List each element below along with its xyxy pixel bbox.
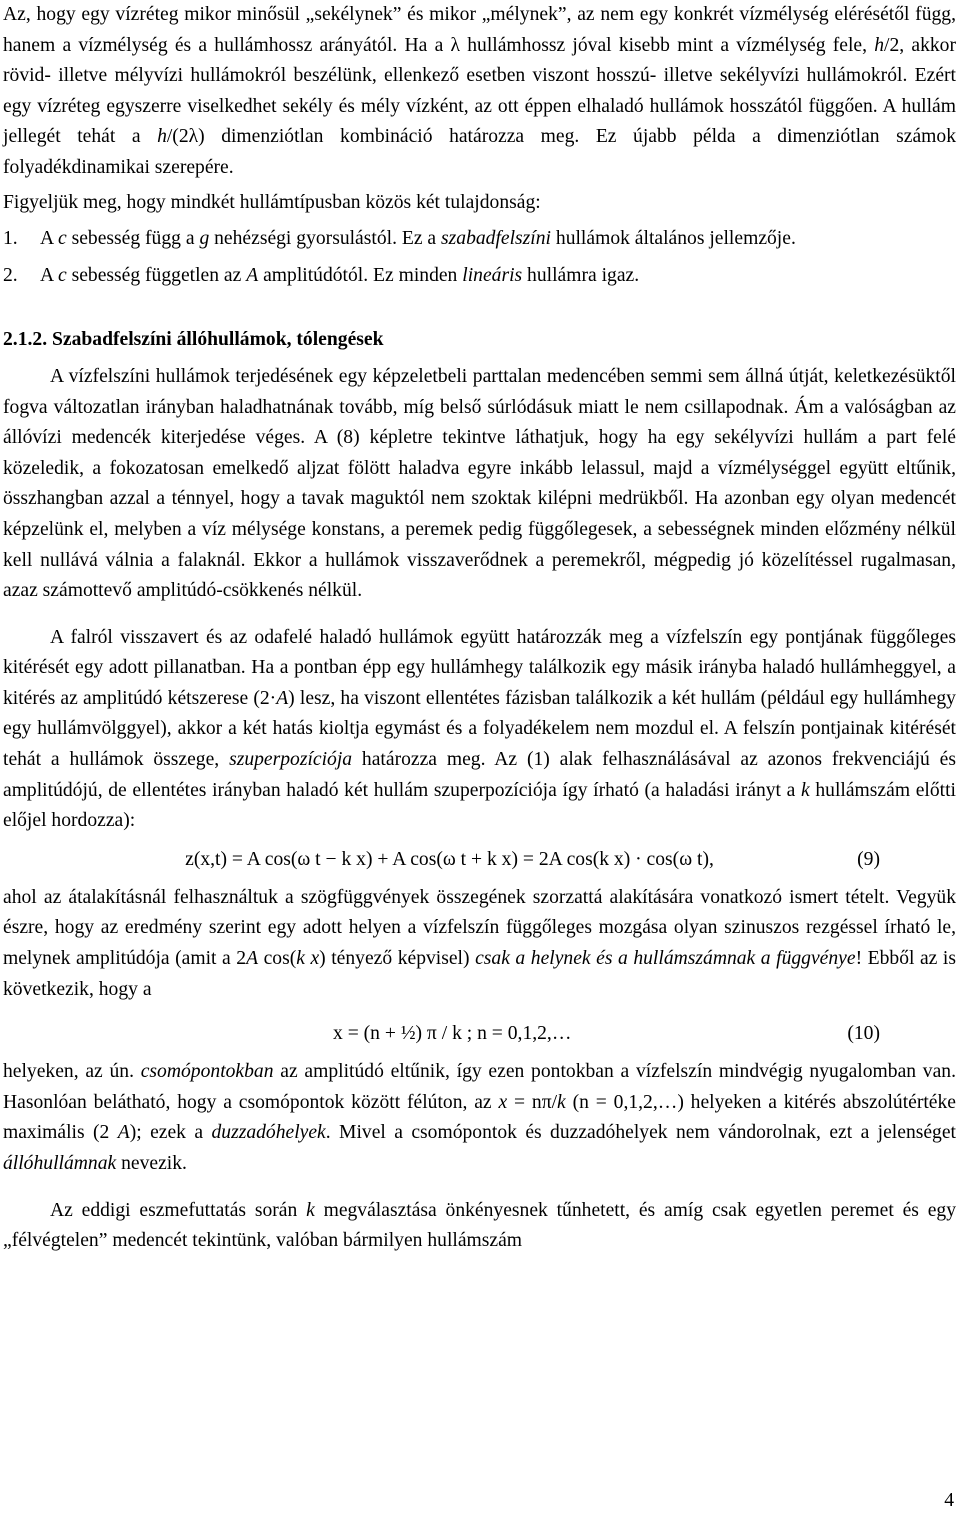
text-run: helyeken, az ún. bbox=[3, 1061, 141, 1083]
paragraph-2 bbox=[3, 623, 956, 837]
text-run: = nπ/ bbox=[507, 1091, 558, 1113]
emphasis: lineáris bbox=[462, 264, 523, 286]
var-kx: k x bbox=[296, 948, 320, 970]
section-heading: 2.1.2. Szabadfelszíni állóhullámok, tólengések bbox=[3, 329, 384, 351]
text-run: /2, akkor rövid- illetve mélyvízi hullámokról beszélünk, ellenkező esetben viszont hosszú- illetve sekélyvízi hullámokról. Ezért egy vízréteg egyszerre viselkedhet sekély és mély vízként, az ott éppen elhaladó hullámok hosszától függően. A hullám jellegét tehát a bbox=[3, 34, 956, 148]
var-k: k bbox=[801, 779, 810, 801]
var-A: A bbox=[246, 948, 259, 970]
text-run: Az, hogy egy vízréteg mikor minősül „sekélynek” és mikor „mélynek”, az nem egy konkrét vízmélység elérésétől függ, hanem a vízmélység és a hullámhossz arányától. Ha a λ hullámhossz jóval kisebb mint a vízmélység fele, bbox=[3, 4, 956, 56]
var-A: A bbox=[276, 687, 289, 709]
list-item bbox=[3, 261, 956, 292]
text-run: az amplitúdó eltűnik, így ezen pontokban a vízfelszín mindvégig nyugalomban van. Hasonlóan belátható, hogy a csomópontok között félúton, az bbox=[3, 1061, 956, 1113]
equation-body: z(x,t) = A cos(ω t − k x) + A cos(ω t + k x) = 2A cos(k x) · cos(ω t), bbox=[185, 848, 714, 870]
var-k: k bbox=[306, 1199, 315, 1221]
var-x: x bbox=[498, 1091, 508, 1113]
text-run: hullámok általános jellemzője. bbox=[551, 228, 796, 250]
equation-number: (10) bbox=[847, 1023, 880, 1045]
property-list bbox=[3, 224, 956, 291]
var-A: A bbox=[246, 264, 259, 286]
text-run: hullámra igaz. bbox=[522, 264, 640, 286]
text-run: ) lesz, ha viszont ellentétes fázisban találkozik a két hullám (például egy hullámhegy egy hullámvölggyel), akkor a két hatás kioltja egymást és a folyadékelem nem mozdul el. A felszín pontjainak kitérését tehát a hullámok összege, bbox=[3, 687, 956, 771]
emphasis: csomópontokban bbox=[140, 1061, 274, 1083]
text-column bbox=[3, 0, 956, 1257]
text-run: . Mivel a csomópontok és duzzadóhelyek nem vándorolnak, ezt a jelenséget bbox=[325, 1122, 956, 1144]
text-run: ! Ebből az is következik, hogy a bbox=[3, 948, 956, 1000]
page-number: 4 bbox=[944, 1490, 954, 1511]
text-run: Az eddigi eszmefuttatás során bbox=[50, 1199, 307, 1221]
equation-9 bbox=[3, 845, 956, 877]
var-h: h bbox=[157, 126, 167, 148]
emphasis: duzzadóhelyek bbox=[211, 1122, 326, 1144]
text-run: nehézségi gyorsulástól. Ez a bbox=[209, 228, 442, 250]
text-run: nevezik. bbox=[116, 1153, 187, 1174]
emphasis: szuperpozíciója bbox=[229, 749, 353, 771]
equation-10 bbox=[3, 1019, 956, 1051]
paragraph-1: A vízfelszíni hullámok terjedésének egy képzeletbeli parttalan medencében semmi sem állná útját, keletkezésüktől fogva változatlan irányban haladhatnának tovább, míg belső súrlódásuk miatt le nem csillapodnak. Ám a valóságban az állóvízi medencék kiterjedése véges. A (8) képletre tekintve láthatjuk, hogy ha egy sekélyvízi hullám a part felé közeledik, a fokozatosan emelkedő aljzat fölött haladva egyre inkább lelassul, majd a vízmélységgel együtt eltűnik, összhangban azzal a ténnyel, hogy a tavak maguktól nem szoktak kilépni medrükből. Ha azonban egy olyan medencét képzelünk el, melyben a víz mélysége konstans, a peremek pedig függőlegesek, a sebességnek minden előzmény nélkül kell nullává válnia a falaknál. Ekkor a hullámok visszaverődnek a peremekről, mégpedig jó közelítéssel rugalmasan, azaz számottevő amplitúdó-csökkenés nélkül. bbox=[3, 365, 956, 602]
equation-number: (9) bbox=[857, 848, 880, 870]
text-run: /(2λ) dimenziótlan kombináció határozza meg. Ez újabb példa a dimenziótlan számok folyadékdinamikai szerepére. bbox=[3, 126, 956, 178]
var-c: c bbox=[57, 228, 67, 250]
list-number: 2. bbox=[3, 264, 18, 286]
text-run: sebesség független az bbox=[66, 264, 247, 286]
text-run: ) tényező képvisel) bbox=[319, 948, 476, 970]
text-run: (n = 0,1,2,…) helyeken a kitérés abszolútértéke maximális (2 bbox=[3, 1091, 957, 1144]
var-c: c bbox=[57, 264, 67, 286]
text-run: határozza meg. Az (1) alak felhasználásával az azonos frekvenciájú és amplitúdójú, de ellentétes irányban haladó két hullám szuperpozíciója így írható (a haladási irányt a bbox=[3, 749, 956, 801]
emphasis: szabadfelszíni bbox=[441, 228, 551, 250]
paragraph-4 bbox=[3, 1057, 956, 1179]
paragraph-5 bbox=[3, 1196, 956, 1257]
text-run: megválasztása önkényesnek tűnhetett, és amíg csak egyetlen peremet és egy „félvégtelen” medencét tekintünk, valóban bármilyen hullámszám bbox=[3, 1199, 957, 1252]
observe-line: Figyeljük meg, hogy mindkét hullámtípusban közös két tulajdonság: bbox=[3, 191, 541, 213]
equation-body: x = (n + ½) π / k ; n = 0,1,2,… bbox=[333, 1023, 572, 1045]
var-h: h bbox=[874, 34, 885, 56]
text-run: cos( bbox=[258, 948, 297, 970]
text-run: hullámszám előtti előjel hordozza): bbox=[3, 779, 956, 832]
emphasis: állóhullámnak bbox=[3, 1153, 117, 1174]
emphasis: csak a helynek és a hullámszámnak a függvénye bbox=[475, 948, 856, 970]
var-g: g bbox=[199, 228, 210, 250]
text-run: sebesség függ a bbox=[66, 228, 200, 250]
text-run: A bbox=[40, 228, 58, 250]
text-run: A bbox=[40, 264, 58, 286]
text-run: ahol az átalakításnál felhasználtuk a szögfüggvények összegének szorzattá alakítására vonatkozó ismert tételt. Vegyük észre, hogy az eredmény szerint egy adott helyen a vízfelszín függőleges mozgása olyan szinuszos rezgéssel írható le, melynek amplitúdója (amit a 2 bbox=[3, 886, 956, 970]
text-run: A falról visszavert és az odafelé haladó hullámok együtt határozzák meg a vízfelszín egy pontjának függőleges kitérését egy adott pillanatban. Ha a pontban épp egy hullámhegy találkozik egy másik irányba haladó hullámheggyel, a kitérés az amplitúdó kétszerese (2· bbox=[3, 626, 956, 709]
paragraph-3 bbox=[3, 883, 956, 1005]
text-run: amplitúdótól. Ez minden bbox=[258, 264, 463, 286]
list-number: 1. bbox=[3, 228, 18, 250]
list-item bbox=[3, 224, 956, 255]
intro-paragraph bbox=[3, 0, 956, 184]
text-run: ); ezek a bbox=[129, 1122, 212, 1144]
var-A: A bbox=[117, 1122, 130, 1144]
var-k: k bbox=[557, 1091, 566, 1113]
